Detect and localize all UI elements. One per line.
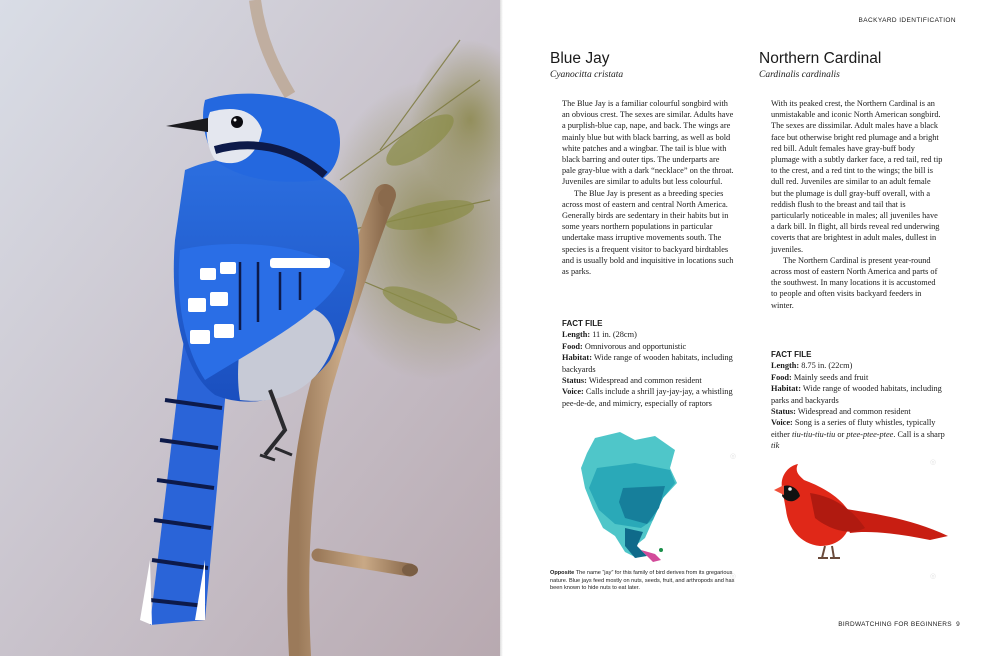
fact-file-title: FACT FILE	[771, 350, 812, 359]
species-description	[562, 98, 734, 277]
fact-voice: Voice: Song is a series of fluty whistles, typically either tiu-tiu-tiu-tiu or ptee-ptee-ptee. Call is a sharp tik	[771, 418, 945, 451]
range-map	[575, 428, 685, 563]
blue-jay-column	[550, 50, 740, 277]
fact-habitat: Habitat: Wide range of wooden habitats, including backyards	[562, 353, 733, 374]
page-number: 9	[956, 621, 960, 628]
paragraph: The Northern Cardinal is present year-round across most of eastern North America and parts of the southwest. In many locations it is accustomed to people and often visits backyard feeders in winter.	[771, 255, 938, 310]
paragraph: With its peaked crest, the Northern Cardinal is an unmistakable and iconic North American songbird. The sexes are dissimilar. Adult males have a black face but otherwise bright red plumage and a bright red bill. Adult females have gray-buff body plumage with a subtly darker face, a red tail, red tip to the crest, and a red tint to the wings; the bill is dull red. Juveniles are similar to an adult female but the plumage is dull gray-buff overall, with a reddish flush to the breast and tail that is particularly noticeable in males; all juveniles have a dark bill. In flight, all birds reveal red underwing coverts that are brightest in adult males, dullest in juveniles.	[771, 99, 943, 254]
species-description	[771, 98, 943, 311]
species-name: Northern Cardinal	[759, 50, 882, 67]
fact-status: Status: Widespread and common resident	[562, 376, 702, 386]
cardinal-image	[770, 458, 950, 568]
fact-food: Food: Omnivorous and opportunistic	[562, 341, 687, 351]
species-name: Blue Jay	[550, 50, 610, 67]
fact-food: Food: Mainly seeds and fruit	[771, 372, 869, 382]
species-latin: Cyanocitta cristata	[550, 70, 624, 80]
photo-caption: Opposite The name “jay” for this family of bird derives from its gregarious nature. Blue jays feed mostly on nuts, seeds, fruit, and arthropods and has been known to hide nuts to eat later.	[550, 570, 735, 592]
cardinal-column	[759, 50, 949, 311]
fact-voice: Voice: Calls include a shrill jay-jay-jay, a whistling pee-de-de, and mimicry, especially of raptors	[562, 387, 733, 408]
running-head: BACKYARD IDENTIFICATION	[858, 17, 956, 24]
watermark: ◎	[930, 459, 937, 466]
fact-file-title: FACT FILE	[562, 319, 603, 328]
fact-status: Status: Widespread and common resident	[771, 407, 911, 417]
fact-habitat: Habitat: Wide range of wooded habitats, including parks and backyards	[771, 384, 942, 405]
page-footer	[838, 621, 960, 628]
fact-length: Length: 8.75 in. (22cm)	[771, 361, 853, 371]
watermark: ◎	[930, 573, 937, 580]
fact-length: Length: 11 in. (28cm)	[562, 330, 637, 340]
watermark: ◎	[730, 453, 737, 460]
cardinal-fact-file	[771, 349, 951, 452]
species-latin: Cardinalis cardinalis	[759, 70, 840, 80]
paragraph: The Blue Jay is present as a breeding species across most of eastern and central North America. Generally birds are sedentary in their habits but in some years northern populations in particular undertake mass irruptive movements south. The species is a frequent visitor to backyard birdtables and is usually bold and inquisitive in locations such as parks.	[562, 188, 734, 277]
book-title: BIRDWATCHING FOR BEGINNERS	[838, 621, 952, 628]
watermark: ◎	[730, 573, 737, 580]
paragraph: The Blue Jay is a familiar colourful songbird with an obvious crest. The sexes are similar. Adults have a purplish-blue cap, nape, and back. The wings are mainly blue but with black barring, as well as bold white patches and a wingbar. The tail is blue with black barring and outer tips. The underparts are pale gray-blue with a dark “necklace” on the throat. Juveniles are similar to adults but less colourful.	[562, 99, 734, 187]
text-page	[500, 0, 1000, 656]
blue-jay-fact-file	[562, 318, 742, 409]
